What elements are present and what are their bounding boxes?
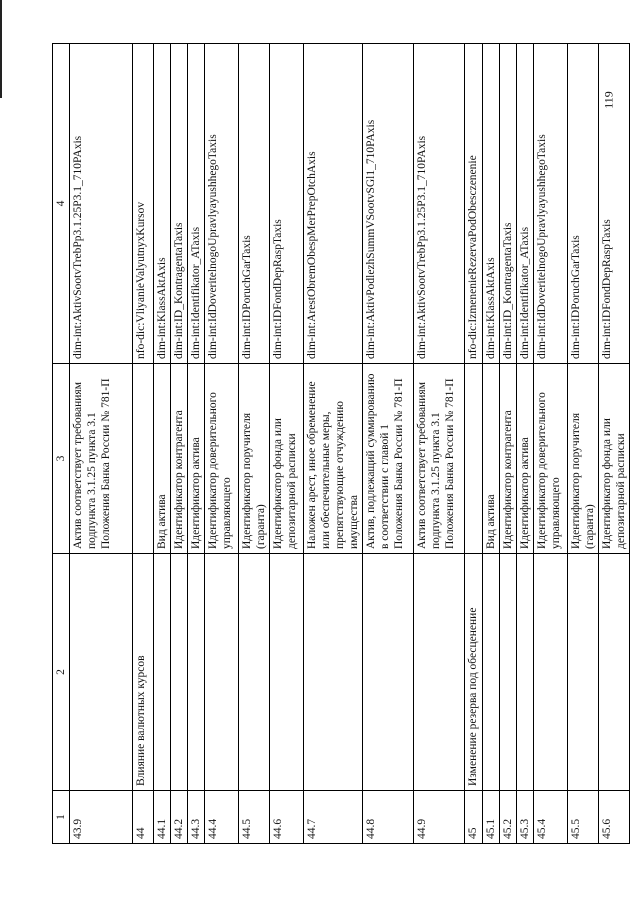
left-margin-rule	[0, 0, 2, 98]
row-description: Идентификатор фонда или депозитарной расписки	[270, 364, 304, 554]
row-description: Идентификатор доверительного управляющего	[534, 364, 568, 554]
row-code: dim-int:IdDoveritelnogoUpravlyayushhegoTaxis	[534, 44, 568, 364]
row-number: 45.5	[568, 791, 599, 844]
row-code: dim-int:IDPoruchGarTaxis	[239, 44, 270, 364]
row-code: dim-int:ArestObremObespMerPrepOtchAxis	[304, 44, 363, 364]
row-number: 44.6	[270, 791, 304, 844]
row-number: 44.4	[205, 791, 239, 844]
row-code: dim-int:IDFondDepRaspTaxis	[599, 44, 630, 364]
row-number: 45	[465, 791, 483, 844]
row-name: Изменение резерва под обесценение	[465, 554, 483, 791]
header-col-1: 1	[53, 791, 70, 844]
row-number: 44.3	[188, 791, 205, 844]
row-number: 44.9	[414, 791, 465, 844]
row-number: 45.3	[517, 791, 534, 844]
row-name	[70, 554, 133, 791]
table-row	[205, 44, 239, 844]
table-row	[500, 44, 517, 844]
table-row	[188, 44, 205, 844]
row-code: dim-int:IdDoveritelnogoUpravlyayushhegoTaxis	[205, 44, 239, 364]
row-code: dim-int:IDFondDepRaspTaxis	[270, 44, 304, 364]
row-name	[270, 554, 304, 791]
row-number: 45.1	[483, 791, 500, 844]
row-number: 44	[133, 791, 154, 844]
row-name	[414, 554, 465, 791]
table-row	[363, 44, 414, 844]
table-row	[133, 44, 154, 844]
row-name	[517, 554, 534, 791]
table-row	[465, 44, 483, 844]
row-name	[483, 554, 500, 791]
row-description: Вид актива	[154, 364, 171, 554]
row-code: dim-int:IDPoruchGarTaxis	[568, 44, 599, 364]
table-row	[171, 44, 188, 844]
table-row	[414, 44, 465, 844]
row-code: dim-int:AktivPodlezhSummVSootvSGl1_710PAxis	[363, 44, 414, 364]
table-body	[70, 44, 630, 844]
row-code: dim-int:Identifikator_ATaxis	[188, 44, 205, 364]
row-description: Наложен арест, иное обременение или обеспечительные меры, препятствующие отчуждению имущества	[304, 364, 363, 554]
row-code: dim-int:KlassAktAxis	[154, 44, 171, 364]
row-name	[239, 554, 270, 791]
table-row	[599, 44, 630, 844]
row-name	[534, 554, 568, 791]
row-name: Влияние валютных курсов	[133, 554, 154, 791]
row-description: Идентификатор актива	[517, 364, 534, 554]
row-name	[304, 554, 363, 791]
row-code: nfo-dic:IzmenenieRezervaPodObesczenenie	[465, 44, 483, 364]
table-row	[154, 44, 171, 844]
table-row	[239, 44, 270, 844]
row-description	[465, 364, 483, 554]
row-code: dim-int:AktivSootvTrebPp3.1.25P3.1_710PAxis	[70, 44, 133, 364]
row-description: Актив соответствует требованиям подпункта 3.1.25 пункта 3.1 Положения Банка России № 781-П	[70, 364, 133, 554]
row-number: 44.8	[363, 791, 414, 844]
row-name	[500, 554, 517, 791]
row-description	[133, 364, 154, 554]
row-name	[363, 554, 414, 791]
row-number: 44.5	[239, 791, 270, 844]
row-description: Идентификатор поручителя (гаранта)	[239, 364, 270, 554]
row-description: Идентификатор поручителя (гаранта)	[568, 364, 599, 554]
table-row	[568, 44, 599, 844]
row-name	[568, 554, 599, 791]
row-name	[205, 554, 239, 791]
row-name	[188, 554, 205, 791]
row-number: 44.1	[154, 791, 171, 844]
row-code: dim-int:AktivSootvTrebPp3.1.25P3.1_710PAxis	[414, 44, 465, 364]
header-col-2: 2	[53, 554, 70, 791]
header-col-3: 3	[53, 364, 70, 554]
row-name	[171, 554, 188, 791]
row-description: Идентификатор актива	[188, 364, 205, 554]
row-number: 44.7	[304, 791, 363, 844]
row-number: 45.2	[500, 791, 517, 844]
row-number: 43.9	[70, 791, 133, 844]
row-number: 44.2	[171, 791, 188, 844]
row-code: dim-int:ID_KontragentaTaxis	[500, 44, 517, 364]
table-row	[517, 44, 534, 844]
row-description: Вид актива	[483, 364, 500, 554]
row-description: Идентификатор контрагента	[500, 364, 517, 554]
row-description: Идентификатор контрагента	[171, 364, 188, 554]
row-code: dim-int:KlassAktAxis	[483, 44, 500, 364]
row-code: dim-int:ID_KontragentaTaxis	[171, 44, 188, 364]
row-description: Актив, подлежащий суммированию в соответствии с главой 1 Положения Банка России № 781-П	[363, 364, 414, 554]
table-row	[483, 44, 500, 844]
row-code: nfo-dic:VliyanieValyutnyxKursov	[133, 44, 154, 364]
row-name	[154, 554, 171, 791]
table-row	[70, 44, 133, 844]
metadata-table	[52, 43, 630, 844]
header-col-4: 4	[53, 44, 70, 364]
row-description: Идентификатор доверительного управляющего	[205, 364, 239, 554]
table-row	[534, 44, 568, 844]
row-description: Актив соответствует требованиям подпункта 3.1.25 пункта 3.1 Положения Банка России № 781-П	[414, 364, 465, 554]
row-description: Идентификатор фонда или депозитарной расписки	[599, 364, 630, 554]
table-row	[304, 44, 363, 844]
table-row	[270, 44, 304, 844]
row-name	[599, 554, 630, 791]
row-number: 45.4	[534, 791, 568, 844]
row-code: dim-int:Identifikator_ATaxis	[517, 44, 534, 364]
page-number-text: 119	[601, 91, 616, 109]
row-number: 45.6	[599, 791, 630, 844]
